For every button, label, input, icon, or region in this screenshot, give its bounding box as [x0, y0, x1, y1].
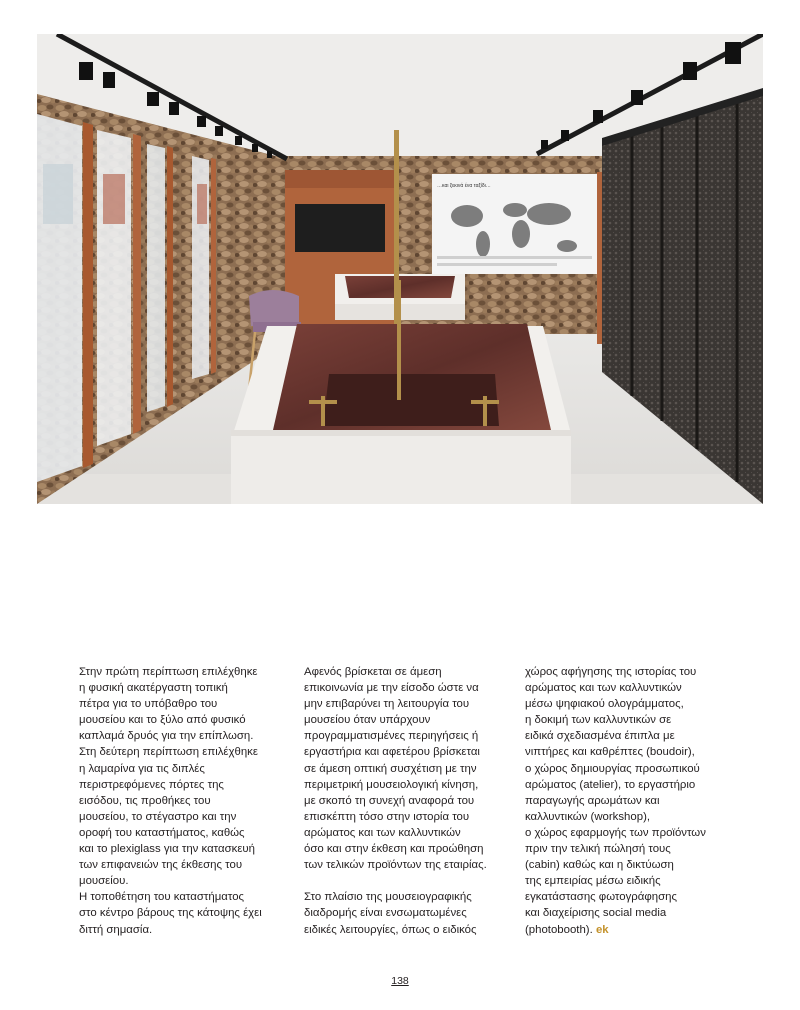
map-panel-caption: …και ξεκινά ένα ταξίδι… [437, 183, 491, 189]
paragraph-line: ο χώρος εφαρμογής των προϊόντων [525, 826, 706, 839]
paragraph-line: διαδρομής είναι ενσωματωμένες [304, 907, 467, 920]
paragraph-line: Στη δεύτερη περίπτωση επιλέχθηκε [79, 746, 258, 759]
paragraph-line: ειδικές λειτουργίες, όπως ο ειδικός [304, 923, 477, 936]
paragraph-line: εγκατάστασης φωτογράφησης [525, 891, 677, 904]
paragraph-line: με σκοπό τη συνεχή αναφορά του [304, 794, 475, 807]
paragraph-line: Στο πλαίσιο της μουσειογραφικής [304, 891, 472, 904]
paragraph-line: μην επιβαρύνει τη λειτουργία του [304, 698, 470, 711]
paragraph-line: αρώματος (atelier), το εργαστήριο [525, 778, 696, 791]
paragraph-line: ο χώρος δημιουργίας προσωπικού [525, 762, 700, 775]
paragraph-line: εισόδου, τις προθήκες του [79, 794, 211, 807]
paragraph-line: Αφενός βρίσκεται σε άμεση [304, 666, 442, 678]
page-number [0, 975, 800, 987]
closing-text: (photobooth). [525, 923, 593, 936]
text-column-1 [79, 664, 262, 938]
paragraph-gap [304, 873, 487, 889]
paragraph-line: επισκέπτη τόσο στην ιστορία του [304, 810, 470, 823]
paragraph-line: μουσείου και το ξύλο από φυσικό [79, 714, 246, 727]
paragraph-line: διττή σημασία. [79, 923, 153, 936]
paragraph-line: μουσείου. [79, 875, 129, 888]
paragraph-line: μουσείου, το στέγαστρο και την [79, 810, 237, 823]
text-column-2 [304, 664, 487, 938]
text-column-3 [525, 664, 706, 938]
paragraph-line: μουσείου όταν υπάρχουν [304, 714, 431, 727]
paragraph-line: περιμετρική μουσειολογική κίνηση, [304, 778, 479, 791]
paragraph-line: όσο και στην έκθεση και προώθηση [304, 843, 484, 856]
paragraph-line: αρώματος και των καλλυντικών [304, 826, 461, 839]
paragraph-line: η φυσική ακατέργαστη τοπική [79, 682, 228, 695]
paragraph-line: περιστρεφόμενες πόρτες της [79, 778, 224, 791]
paragraph-line: σε άμεση οπτική συσχέτιση με την [304, 762, 477, 775]
paragraph-line: η δοκιμή των καλλυντικών σε [525, 714, 672, 727]
museum-interior-photo [37, 34, 763, 504]
end-mark: ek [595, 923, 609, 936]
paragraph-line: αρώματος και των καλλυντικών [525, 682, 682, 695]
paragraph-line: οροφή του καταστήματος, καθώς [79, 826, 245, 839]
paragraph-line: μέσω ψηφιακού ολογράμματος, [525, 698, 684, 711]
paragraph-line: νιπτήρες και καθρέπτες (boudoir), [525, 746, 695, 759]
paragraph-line: Στην πρώτη περίπτωση επιλέχθηκε [79, 666, 258, 678]
paragraph-line: στο κέντρο βάρους της κάτοψης έχει [79, 907, 262, 920]
paragraph-line: καλλυντικών (workshop), [525, 810, 651, 823]
paragraph-line: καπλαμά δρυός για την επίπλωση. [79, 730, 254, 743]
paragraph-line: χώρος αφήγησης της ιστορίας του [525, 666, 697, 678]
paragraph-line: επικοινωνία με την είσοδο ώστε να [304, 682, 479, 695]
paragraph-line: προγραμματισμένες περιηγήσεις ή [304, 730, 479, 743]
page-number-text: 138 [391, 975, 409, 987]
paragraph-line: (cabin) καθώς και η δικτύωση [525, 859, 674, 872]
paragraph-line: των επιφανειών της έκθεσης του [79, 859, 243, 872]
paragraph-line: και διαχείρισης social media [525, 907, 667, 920]
paragraph-line: της εμπειρίας μέσω ειδικής [525, 875, 661, 888]
paragraph-line: ειδικά σχεδιασμένα έπιπλα με [525, 730, 675, 743]
paragraph-line: εργαστήρια και αφετέρου βρίσκεται [304, 746, 480, 759]
paragraph-line: η λαμαρίνα για τις διπλές [79, 762, 205, 775]
paragraph-line-final [525, 922, 706, 938]
paragraph-line: παραγωγής αρωμάτων και [525, 794, 660, 807]
paragraph-line: και το plexiglass για την κατασκευή [79, 843, 255, 856]
paragraph-line: πέτρα για το υπόβαθρο του [79, 698, 218, 711]
paragraph-line: Η τοποθέτηση του καταστήματος [79, 891, 245, 904]
paragraph-line: πριν την τελική πώλησή τους [525, 843, 671, 856]
paragraph-line: των τελικών προϊόντων της εταιρίας. [304, 859, 487, 872]
